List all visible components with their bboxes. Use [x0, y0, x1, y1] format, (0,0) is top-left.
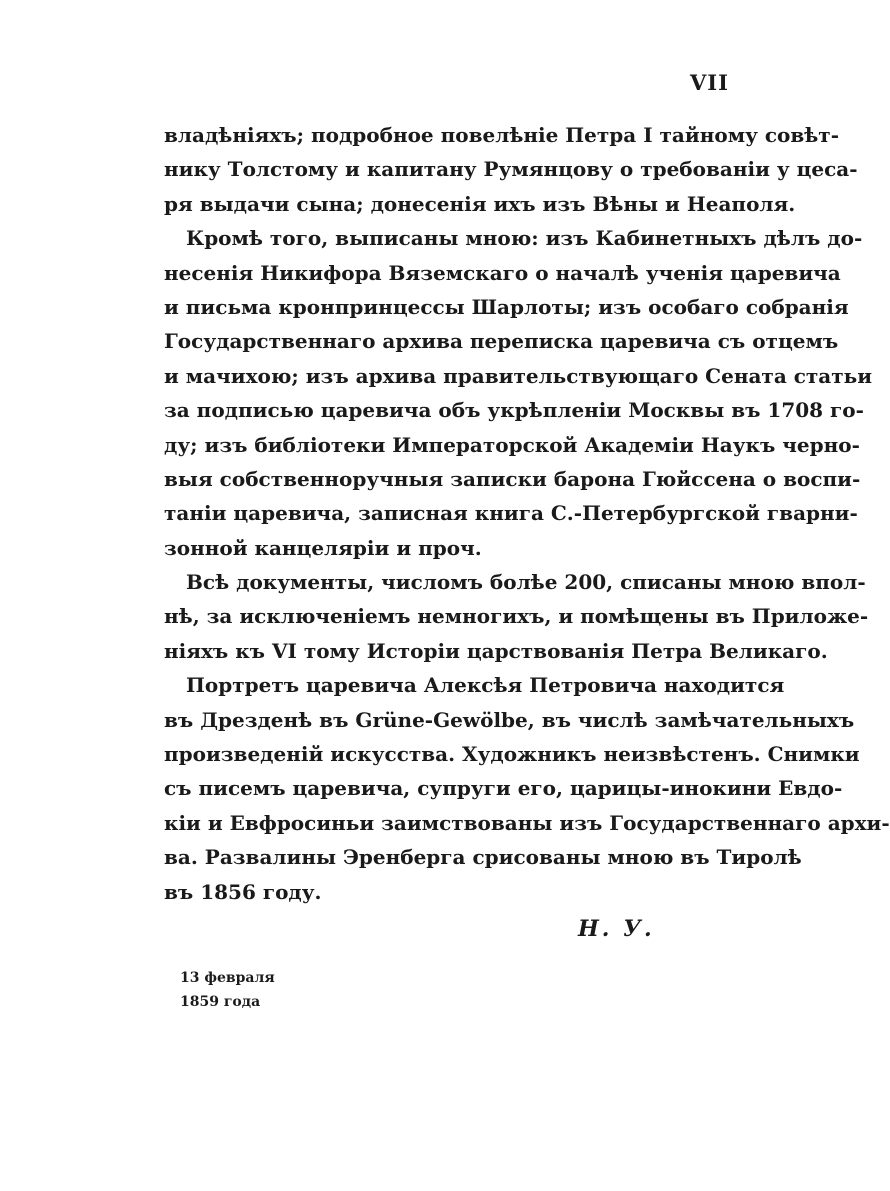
text-line: ніяхъ къ VI тому Исторіи царствованія Петра Великаго. — [164, 638, 828, 663]
text-line: въ Дрезденѣ въ Grüne-Gewölbe, въ числѣ замѣчательныхъ — [164, 707, 855, 732]
body-text — [164, 118, 890, 909]
text-line: несенія Никифора Вяземскаго о началѣ ученія царевича — [164, 260, 841, 285]
author-signature: Н. У. — [578, 916, 655, 942]
text-line: за подписью царевича объ укрѣпленіи Москвы въ 1708 го- — [164, 398, 864, 423]
text-line: и письма кронпринцессы Шарлоты; изъ особаго собранія — [164, 294, 849, 319]
text-line: ва. Развалины Эренберга срисованы мною въ Тиролѣ — [164, 845, 802, 870]
text-line: зонной канцеляріи и проч. — [164, 535, 482, 560]
text-line: съ писемъ царевича, супруги его, царицы-инокини Евдо- — [164, 776, 843, 801]
paragraph-2 — [164, 221, 873, 565]
text-line: ду; изъ библіотеки Императорской Академіи Наукъ черно- — [164, 432, 860, 457]
text-line: кіи и Евфросиньи заимствованы изъ Государственнаго архи- — [164, 810, 890, 835]
text-line: таніи царевича, записная книга С.-Петербургской гварни- — [164, 501, 858, 526]
text-line: въ 1856 году. — [164, 879, 322, 904]
text-line: Государственнаго архива переписка царевича съ отцемъ — [164, 329, 839, 354]
text-line: Портретъ царевича Алексѣя Петровича находится — [186, 673, 785, 698]
paragraph-4 — [164, 668, 890, 909]
text-line: Всѣ документы, числомъ болѣе 200, списаны мною впол- — [186, 570, 866, 595]
text-line: владѣніяхъ; подробное повелѣніе Петра I тайному совѣт- — [164, 123, 839, 147]
text-line: и мачихою; изъ архива правительствующаго Сената статьи — [164, 363, 873, 388]
date-block — [180, 966, 275, 1014]
paragraph-3 — [164, 565, 869, 668]
text-line: произведеній искусства. Художникъ неизвѣстенъ. Снимки — [164, 742, 860, 767]
text-line: нику Толстому и капитану Румянцову о требованіи у цеса- — [164, 157, 858, 182]
page-number: VII — [690, 70, 729, 95]
paragraph-1 — [164, 118, 858, 221]
text-line: нѣ, за исключеніемъ немногихъ, и помѣщены въ Приложе- — [164, 604, 869, 629]
date-year: 1859 года — [180, 994, 261, 1010]
text-line: выя собственноручныя записки барона Гюйссена о воспи- — [164, 466, 861, 491]
text-line: ря выдачи сына; донесенія ихъ изъ Вѣны и Неаполя. — [164, 191, 796, 216]
date-day-month: 13 февраля — [180, 970, 275, 986]
text-line: Кромѣ того, выписаны мною: изъ Кабинетныхъ дѣлъ до- — [186, 226, 863, 251]
